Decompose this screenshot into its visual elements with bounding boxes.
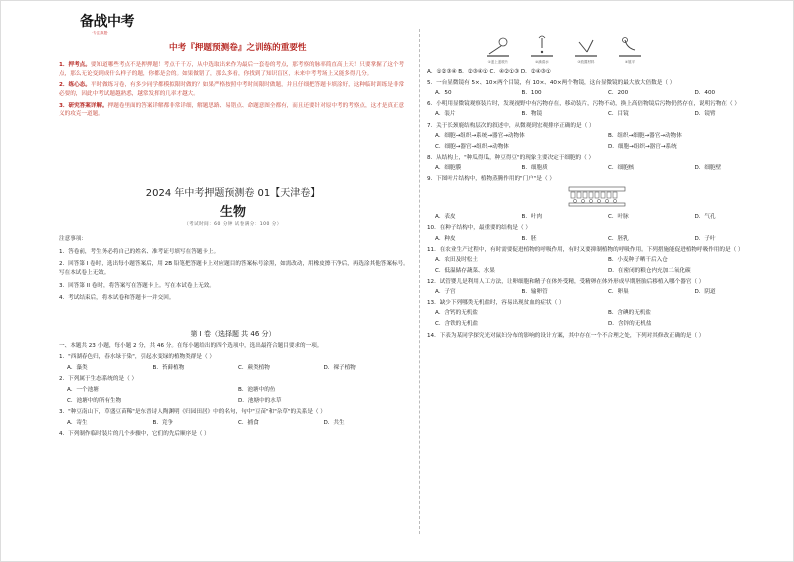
answer-option: C．叶脉 xyxy=(608,214,629,221)
answer-option: C．池塘中的所有生物 xyxy=(67,397,122,404)
answer-option: B．输卵管 xyxy=(521,289,548,296)
exam-info: （考试时间：60 分钟 试卷满分：100 分） xyxy=(184,222,282,227)
answer-option: B．小麦种子晒干后入仓 xyxy=(608,256,668,263)
question-item xyxy=(427,122,781,151)
promo-label: 3．研究答案详解。 xyxy=(59,102,108,109)
notes-heading: 注意事项： xyxy=(59,236,87,242)
step-place-material-icon xyxy=(571,34,601,65)
question-item xyxy=(427,68,781,76)
answer-option: C．胚乳 xyxy=(608,235,629,242)
answer-option: D．镜臂 xyxy=(694,111,716,118)
answer-option: A．农田及时松土 xyxy=(435,256,478,263)
question-item xyxy=(427,278,781,296)
answer-options xyxy=(427,309,781,328)
right-column xyxy=(427,31,781,343)
question-stem: 12．试管婴儿是利用人工方法，让卵细胞和精子在体外受精，受精卵在体外形成早期胚胎后移植入哪个器官（ ） xyxy=(427,278,705,285)
promo-paragraph xyxy=(59,81,409,98)
question-item xyxy=(427,175,781,221)
answer-option: D．共生 xyxy=(323,419,345,426)
answer-option: C．蕨类植物 xyxy=(238,364,270,371)
answer-option: D．阴道 xyxy=(694,289,716,296)
answer-option: A．50 xyxy=(435,90,452,97)
step-flatten-icon xyxy=(615,34,645,65)
answer-option: C．低温储存蔬菜、水果 xyxy=(435,267,495,274)
promo-text: 平时做练习卷，有多少同学都模拟限时做的？如果严格按照中考时间限时做题，并且仔细把答题卡填涂好，这种临时训练是非常必要的，因此中考试题越熟悉，越常发挥的几率才越大。 xyxy=(59,82,405,97)
promo-label: 1．押考点。 xyxy=(59,62,91,68)
answer-options xyxy=(427,213,781,221)
answer-option: B．胚 xyxy=(521,235,537,242)
promo-title: 中考『押题预测卷』之训练的重要性 xyxy=(169,43,307,53)
answer-option: D．含锌的无机盐 xyxy=(608,321,652,328)
question-stem: 7．关于长颈鹿结构层次的叙述中，从微观到宏观排序正确的是（ ） xyxy=(427,122,595,129)
answer-option: A．细胞膜 xyxy=(435,164,462,171)
question-item xyxy=(427,100,781,118)
answer-option: B．竞争 xyxy=(152,419,174,426)
answer-option: C．含铁的无机盐 xyxy=(435,321,479,328)
question-item xyxy=(59,353,409,372)
exam-notes xyxy=(59,235,409,307)
answer-options xyxy=(59,364,409,372)
answer-option: A．含钙的无机盐 xyxy=(435,310,478,317)
answer-option: A．子宫 xyxy=(435,289,456,296)
answer-option: B．含碘的无机盐 xyxy=(608,310,651,317)
question-stem: A．①②③④ B．②③④① C．④②①③ D．②④③① xyxy=(427,69,551,75)
slide-steps-figure xyxy=(483,31,781,65)
answer-option: A．一个池塘 xyxy=(67,386,99,393)
figure-label: ③放置材料 xyxy=(577,59,595,64)
questions-intro: 一、本题共 23 小题，每小题 2 分，共 46 分。在每小题给出的四个选项中，选出最符合题目要求的一项。 xyxy=(59,343,323,349)
promo-label: 2．练心态。 xyxy=(59,82,91,89)
note-item: 1．答卷前，考生务必将自己的姓名、准考证号填写在答题卡上。 xyxy=(59,248,220,255)
step-cover-slip-icon xyxy=(483,34,513,65)
answer-option: C．捕食 xyxy=(238,419,259,426)
question-stem: 11．在农业生产过程中，有时需要促进植物的呼吸作用，有时又要抑制植物的呼吸作用。下列措施能促进植物呼吸作用的是（ ） xyxy=(427,246,744,253)
question-stem: 8．从结构上，"种瓜得瓜，种豆得豆"的现象主要决定于细胞的（ ） xyxy=(427,154,595,161)
question-stem: 6．小明用显微镜观察装片时，发现视野中有污物存在，移动装片，污物不动，换上高倍物镜后污物仍然存在，说明污物在（ ） xyxy=(427,101,740,108)
answer-options xyxy=(427,89,781,97)
answer-option: A．表皮 xyxy=(435,214,456,221)
question-stem: 2．下列属于生态系统的是（ ） xyxy=(59,376,138,383)
answer-option: A．藻类 xyxy=(67,364,88,371)
question-item xyxy=(427,246,781,275)
answer-option: C．200 xyxy=(608,90,629,97)
question-stem: 5．一台显微镜有 5×、10×两个目镜，有 10×、40×两个物镜，这台显微镜的最大放大倍数是（ ） xyxy=(427,80,676,87)
answer-option: C．目镜 xyxy=(608,111,629,118)
answer-option: A．寄生 xyxy=(67,419,88,426)
answer-option: D．在密闭的粮仓内充加二氧化碳 xyxy=(608,267,691,274)
answer-options xyxy=(59,419,409,427)
question-stem: 14．下表为某同学探究光对鼠妇分布的影响的设计方案，其中存在一个不合理之处，下列对其修改正确的是（ ） xyxy=(427,332,705,339)
leaf-structure-figure xyxy=(567,185,781,210)
promo-paragraph xyxy=(59,102,409,119)
answer-options xyxy=(427,132,781,151)
promo-block xyxy=(59,61,409,122)
question-item xyxy=(427,154,781,172)
answer-option: D．气孔 xyxy=(694,214,716,221)
answer-option: A．细胞→组织→系统→器官→动物体 xyxy=(435,132,525,139)
answer-option: C．细胞→器官→组织→动物体 xyxy=(435,143,509,150)
question-stem: 9．下图叶片结构中，植物蒸腾作用的"门户"是（ ） xyxy=(427,176,555,183)
brand-logo xyxy=(80,11,138,39)
figure-label: ①盖上盖玻片 xyxy=(487,59,509,64)
answer-option: D．细胞壁 xyxy=(694,164,722,171)
answer-option: B．细胞质 xyxy=(521,164,548,171)
step-water-drop-icon xyxy=(527,34,557,65)
answer-option: D．池塘中的水草 xyxy=(238,397,282,404)
question-stem: 13．缺少下列哪类无机盐时，容易出现贫血的症状（ ） xyxy=(427,300,565,307)
answer-option: C．细胞核 xyxy=(608,164,635,171)
promo-paragraph xyxy=(59,61,409,78)
question-stem: 10．在种子结构中，最重要的结构是（ ） xyxy=(427,225,531,232)
note-item: 2．回答第 I 卷时，选出每小题答案后，用 2B 铅笔把答题卡上对应题目的答案标号涂黑，如需改动，用橡皮擦干净后，再选涂其他答案标号。写在本试卷上无效。 xyxy=(59,261,409,276)
question-item xyxy=(427,332,781,340)
answer-options xyxy=(427,288,781,296)
column-divider xyxy=(419,29,420,534)
exam-subject: 生物 xyxy=(219,205,246,220)
figure-label: ②滴清水 xyxy=(535,59,549,64)
question-stem: 3．"种豆南山下，草盛豆苗稀"是东晋诗人陶渊明《归园田居》中的名句，句中"豆苗"和"杂草"的关系是（ ） xyxy=(59,409,326,416)
question-item xyxy=(427,299,781,328)
logo-text: 备战中考 xyxy=(80,14,134,30)
answer-option: D．子叶 xyxy=(694,235,716,242)
answer-option: A．种皮 xyxy=(435,235,456,242)
question-item xyxy=(427,79,781,97)
question-item xyxy=(59,408,409,427)
answer-option: B．100 xyxy=(521,90,542,97)
note-item: 4．考试结束后，将本试卷和答题卡一并交回。 xyxy=(59,295,175,302)
answer-option: D．裸子植物 xyxy=(323,364,356,371)
question-stem: 1．"西湖春色归，春水绿于染"，引起水变绿的植物类群是（ ） xyxy=(59,354,215,361)
question-item xyxy=(427,224,781,242)
answer-option: B．苔藓植物 xyxy=(152,364,185,371)
answer-options xyxy=(59,386,409,406)
exam-title: 2024 年中考押题预测卷 01【天津卷】 xyxy=(145,188,321,199)
logo-subtext: ·专注真题· xyxy=(92,31,109,35)
section-title: 第 I 卷（选择题 共 46 分） xyxy=(190,330,276,338)
left-question-list xyxy=(59,342,409,442)
answer-option: B．叶肉 xyxy=(521,214,543,221)
answer-options xyxy=(427,110,781,118)
answer-option: B．组织→细胞→器官→动物体 xyxy=(608,132,682,139)
question-stem: 4．下列制作临时装片的几个步骤中，它们的先后顺序是（ ） xyxy=(59,431,210,438)
answer-options xyxy=(427,256,781,275)
question-item xyxy=(59,375,409,405)
figure-label: ④展平 xyxy=(624,59,636,64)
right-question-list xyxy=(427,68,781,340)
answer-option: C．卵巢 xyxy=(608,289,629,296)
note-item: 3．回答第 II 卷时，将答案写在答题卡上。写在本试卷上无效。 xyxy=(59,282,215,289)
answer-option: D．细胞→组织→器官→系统 xyxy=(608,143,677,150)
answer-options xyxy=(427,235,781,243)
promo-text: 押题卷里面的答案详解都非常详细，解题思路、易错点、命题意图全都有，而且还要针对原中考的考察点，这才是真正意义的攻克一道题。 xyxy=(59,102,405,118)
promo-text: 要知道哪些考点不是押押题！考点千千万，从中选取出来作为最后一套卷的考点，那考察的脉率简直高上天！只要掌握了这个考点，那么无论变到成什么样子的题，你都是会的。如果做错了，那么多看，你找到了知识盲区，未来中考考场上又能多得几分。 xyxy=(59,62,405,77)
answer-option: A．装片 xyxy=(435,111,456,118)
answer-options xyxy=(427,164,781,172)
answer-option: B．物镜 xyxy=(521,111,543,118)
question-item xyxy=(59,430,409,438)
answer-option: B．池塘中的鱼 xyxy=(238,386,276,393)
answer-option: D．400 xyxy=(694,90,716,97)
